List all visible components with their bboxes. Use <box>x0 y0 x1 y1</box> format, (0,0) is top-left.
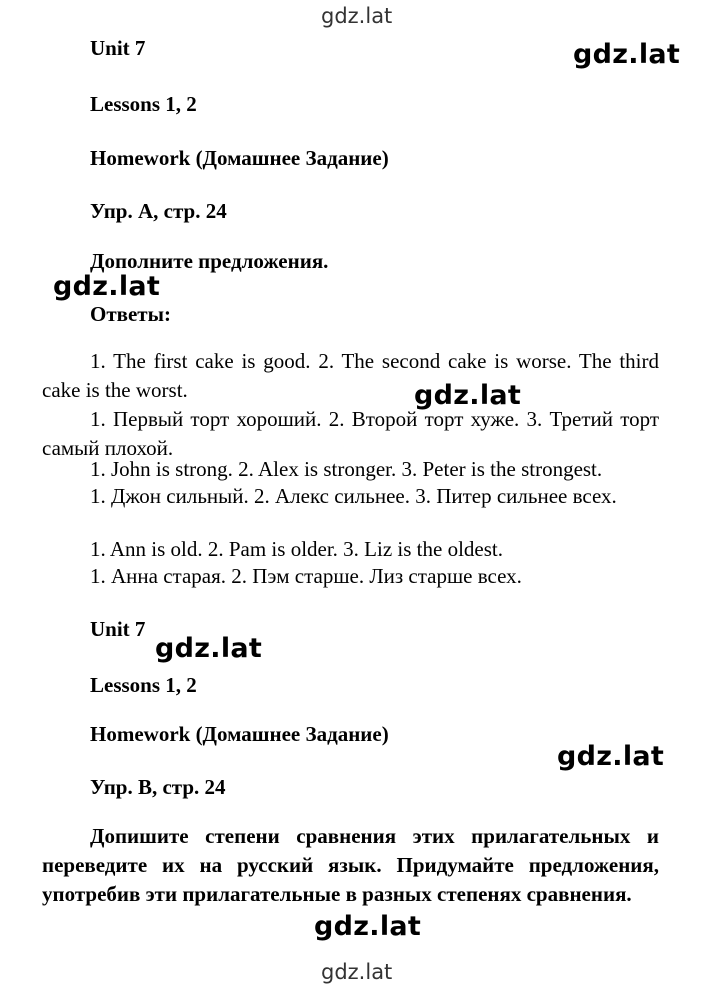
homework-heading: Homework (Домашнее Задание) <box>90 722 389 746</box>
watermark-top: gdz.lat <box>321 4 393 28</box>
answer-paragraph: 1. Анна старая. 2. Пэм старше. Лиз старше всех. <box>90 564 522 588</box>
watermark-stamp: gdz.lat <box>155 633 263 664</box>
exercise-heading: Упр. B, стр. 24 <box>90 775 226 799</box>
lessons-heading: Lessons 1, 2 <box>90 673 197 697</box>
unit-heading: Unit 7 <box>90 617 146 641</box>
watermark-bottom: gdz.lat <box>321 960 393 984</box>
task-instruction: Допишите степени сравнения этих прилагательных и переведите их на русский язык. Придумайте предложения, употребив эти прилагательные в разных степенях сравнения. <box>42 824 659 906</box>
watermark-stamp: gdz.lat <box>53 271 161 302</box>
homework-heading: Homework (Домашнее Задание) <box>90 146 389 170</box>
answer-paragraph: 1. The first cake is good. 2. The second cake is worse. The third cake is the worst. <box>42 349 659 402</box>
answer-paragraph: 1. Первый торт хороший. 2. Второй торт хуже. 3. Третий торт самый плохой. <box>42 407 659 460</box>
exercise-heading: Упр. A, стр. 24 <box>90 199 227 223</box>
watermark-stamp: gdz.lat <box>557 741 665 772</box>
unit-heading: Unit 7 <box>90 36 146 60</box>
answer-paragraph: 1. Ann is old. 2. Pam is older. 3. Liz is the oldest. <box>90 537 503 561</box>
watermark-stamp: gdz.lat <box>414 380 522 411</box>
watermark-stamp: gdz.lat <box>314 911 422 942</box>
answer-paragraph: 1. Джон сильный. 2. Алекс сильнее. 3. Питер сильнее всех. <box>90 484 617 508</box>
answer-paragraph: 1. John is strong. 2. Alex is stronger. 3. Peter is the strongest. <box>90 457 603 481</box>
task-instruction: Дополните предложения. <box>90 249 329 273</box>
watermark-stamp: gdz.lat <box>573 39 681 70</box>
lessons-heading: Lessons 1, 2 <box>90 92 197 116</box>
answers-label: Ответы: <box>90 302 172 326</box>
